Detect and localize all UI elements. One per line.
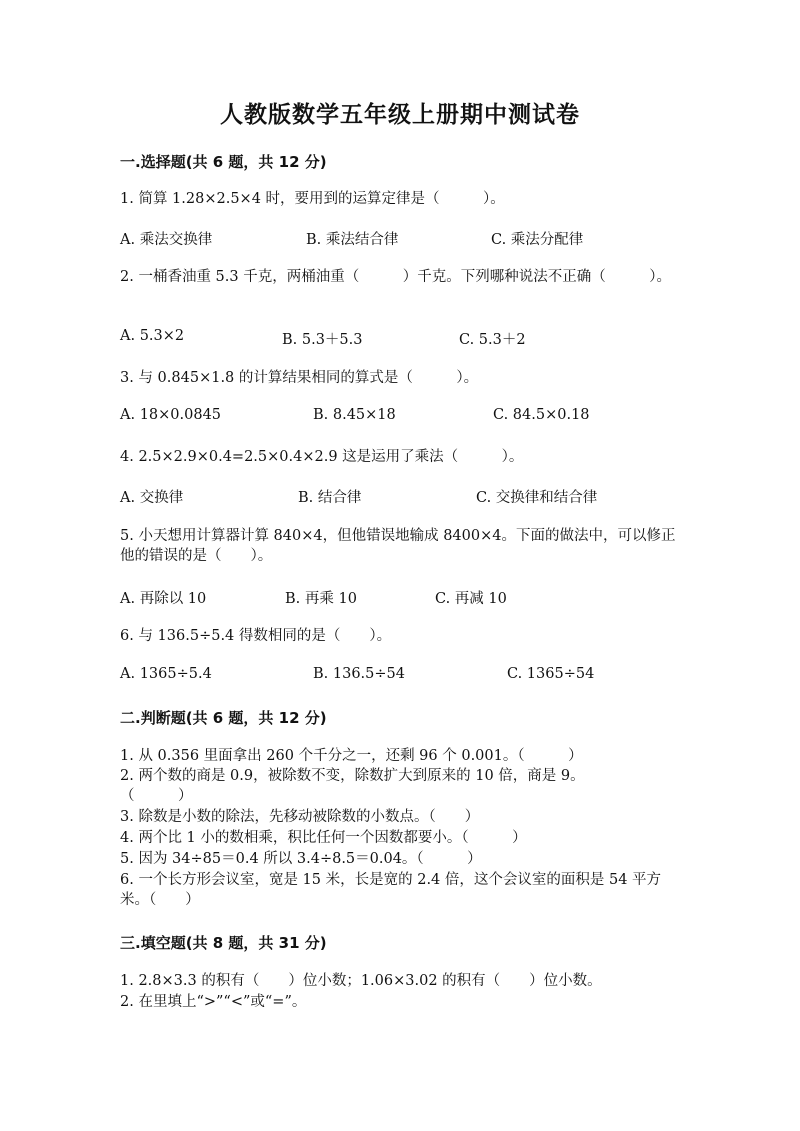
question-text: 2. 一桶香油重 5.3 千克，两桶油重（ ）千克。下列哪种说法不正确（ ）。 — [120, 269, 671, 285]
option-a: A. 交换律 — [120, 490, 184, 506]
statement-text: 5. 因为 34÷85＝0.4 所以 3.4÷8.5＝0.04。（ ） — [120, 851, 482, 867]
options-row — [120, 328, 680, 348]
options-row — [120, 228, 680, 248]
option-b: B. 乘法结合律 — [306, 232, 399, 248]
section-heading-judgement: 二.判断题(共 6 题，共 12 分) — [120, 709, 327, 727]
statement-text: 3. 除数是小数的除法，先移动被除数的小数点。（ ） — [120, 809, 480, 825]
option-b: B. 8.45×18 — [313, 407, 396, 423]
option-c: C. 84.5×0.18 — [493, 407, 590, 423]
option-b: B. 136.5÷54 — [313, 666, 405, 682]
page-title: 人教版数学五年级上册期中测试卷 — [220, 102, 580, 128]
question-text: 3. 与 0.845×1.8 的计算结果相同的算式是（ ）。 — [120, 370, 479, 386]
statement-text: 6. 一个长方形会议室，宽是 15 米，长是宽的 2.4 倍，这个会议室的面积是 54 平方米。（ ） — [120, 872, 662, 908]
option-a: A. 18×0.0845 — [120, 407, 222, 423]
option-b: B. 5.3＋5.3 — [282, 332, 363, 348]
section-heading-fill: 三.填空题(共 8 题，共 31 分) — [120, 934, 327, 952]
options-row — [120, 587, 680, 607]
option-c: C. 交换律和结合律 — [476, 490, 598, 506]
option-a: A. 5.3×2 — [120, 328, 185, 344]
statement-text: 4. 两个比 1 小的数相乘，积比任何一个因数都要小。（ ） — [120, 830, 527, 846]
question-text: 5. 小天想用计算器计算 840×4，但他错误地输成 8400×4。下面的做法中，可以修正他的错误的是（ ）。 — [120, 528, 676, 564]
statement-text: 2. 两个数的商是 0.9，被除数不变，除数扩大到原来的 10 倍，商是 9。（ ） — [120, 768, 585, 804]
option-c: C. 5.3＋2 — [459, 332, 526, 348]
option-c: C. 再减 10 — [435, 591, 507, 607]
options-row — [120, 407, 680, 427]
option-a: A. 乘法交换律 — [120, 232, 213, 248]
question-text: 6. 与 136.5÷5.4 得数相同的是（ ）。 — [120, 628, 392, 644]
option-c: C. 乘法分配律 — [491, 232, 584, 248]
question-text: 1. 简算 1.28×2.5×4 时，要用到的运算定律是（ ）。 — [120, 191, 505, 207]
option-c: C. 1365÷54 — [507, 666, 595, 682]
options-row — [120, 666, 680, 686]
question-text: 2. 在里填上“>”“<”或“=”。 — [120, 994, 307, 1010]
statement-text: 1. 从 0.356 里面拿出 260 个千分之一，还剩 96 个 0.001。（ ） — [120, 748, 583, 764]
options-row — [120, 486, 680, 506]
option-b: B. 结合律 — [298, 490, 362, 506]
option-a: A. 再除以 10 — [120, 591, 207, 607]
option-a: A. 1365÷5.4 — [120, 666, 212, 682]
question-text: 1. 2.8×3.3 的积有（ ）位小数；1.06×3.02 的积有（ ）位小数。 — [120, 973, 602, 989]
question-text: 4. 2.5×2.9×0.4=2.5×0.4×2.9 这是运用了乘法（ ）。 — [120, 449, 524, 465]
option-b: B. 再乘 10 — [285, 591, 357, 607]
section-heading-choice: 一.选择题(共 6 题，共 12 分) — [120, 153, 327, 171]
